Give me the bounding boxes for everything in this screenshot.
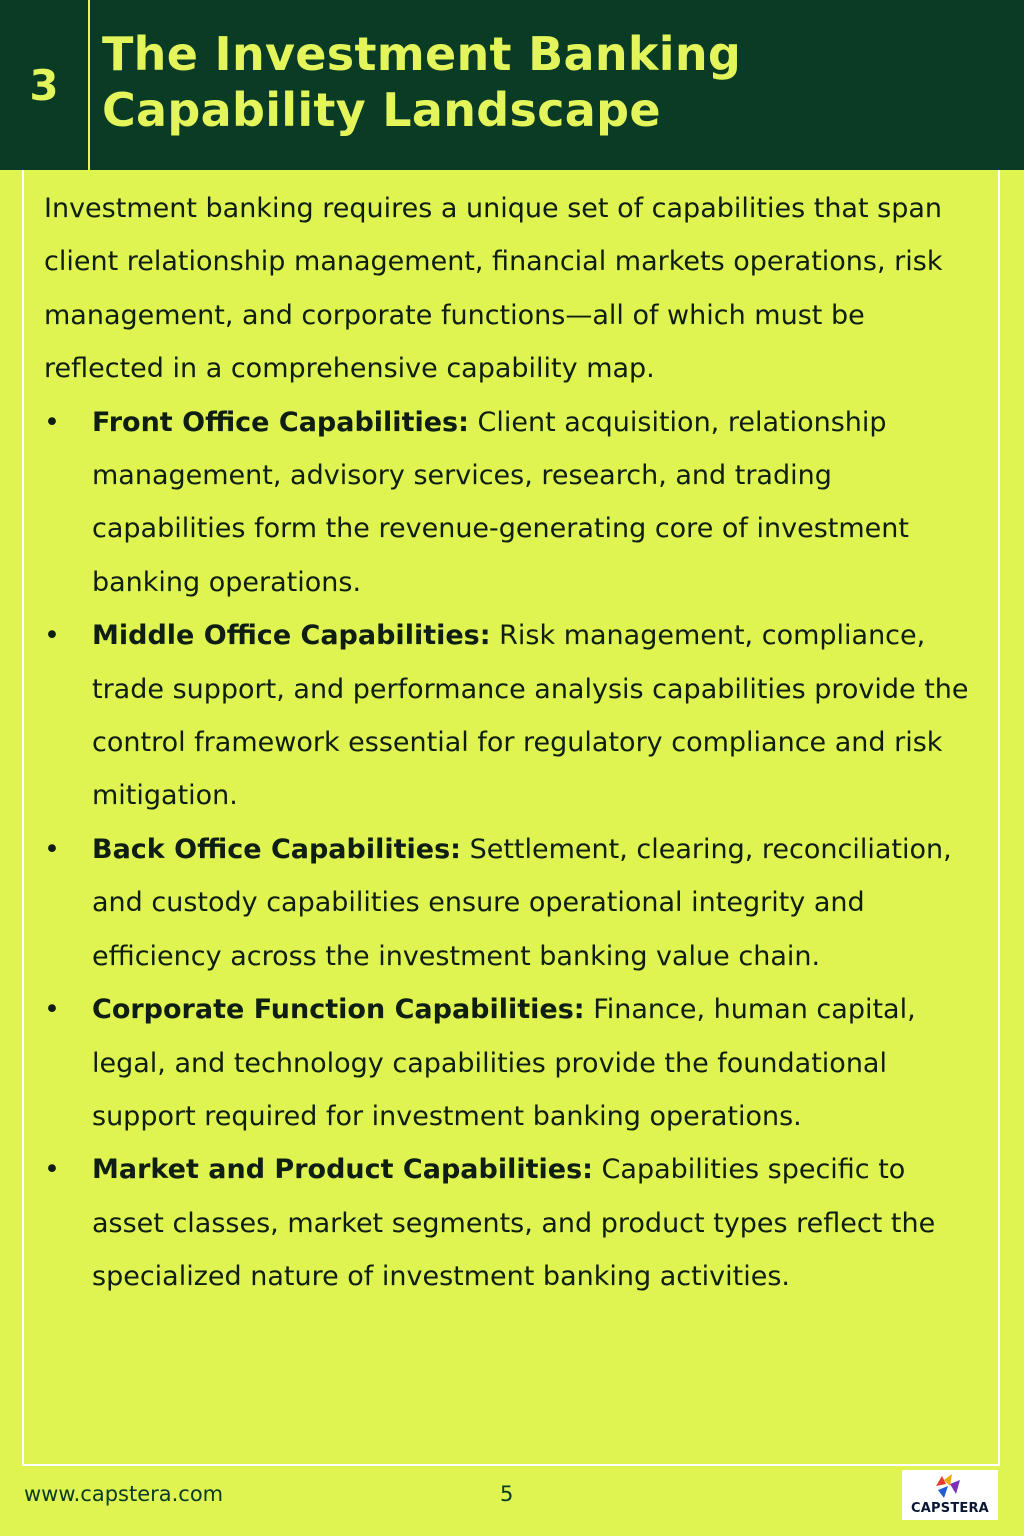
list-item-text: Risk management, compliance, trade support, and performance analysis capabilities provide the control framework essential for regulatory compliance and risk mitigation. [92, 620, 969, 812]
list-item-corporate-function [44, 983, 974, 1143]
list-item-heading: Middle Office Capabilities: [92, 620, 491, 652]
list-item-heading: Corporate Function Capabilities: [92, 994, 585, 1026]
section-number: 3 [29, 60, 59, 110]
list-item-text: Client acquisition, relationship management, advisory services, research, and trading capabilities form the revenue-generating core of investment banking operations. [92, 406, 909, 598]
page-number: 5 [500, 1482, 514, 1506]
logo-text: CAPSTERA [911, 1501, 989, 1516]
capability-list [44, 396, 974, 1304]
list-item-text: Finance, human capital, legal, and technology capabilities provide the foundational support required for investment banking operations. [92, 994, 916, 1132]
list-item-market-product [44, 1143, 974, 1303]
capstera-logo-icon [932, 1472, 968, 1500]
list-item-text: Capabilities specific to asset classes, market segments, and product types reflect the specialized nature of investment banking activities. [92, 1154, 936, 1293]
bullet-icon: • [44, 620, 60, 652]
header-divider [88, 0, 90, 170]
footer-website-link[interactable]: www.capstera.com [24, 1482, 224, 1506]
list-item-middle-office [44, 609, 974, 823]
section-title: The Investment Banking Capability Landscape [102, 27, 742, 137]
bullet-icon: • [44, 833, 60, 865]
list-item-front-office [44, 396, 974, 610]
intro-paragraph: Investment banking requires a unique set of capabilities that span client relationship management, financial markets operations, risk management, and corporate functions—all of which must be reflected in a comprehensive capability map. [44, 193, 943, 385]
list-item-text: Settlement, clearing, reconciliation, and custody capabilities ensure operational integrity and efficiency across the investment banking value chain. [92, 833, 952, 972]
list-item-heading: Market and Product Capabilities: [92, 1154, 593, 1186]
list-item-heading: Back Office Capabilities: [92, 833, 461, 865]
bullet-icon: • [44, 1154, 60, 1186]
content-body [44, 182, 974, 1304]
bullet-icon: • [44, 406, 60, 438]
list-item-heading: Front Office Capabilities: [92, 406, 469, 438]
bullet-icon: • [44, 994, 60, 1026]
page-header [0, 0, 1024, 170]
list-item-back-office [44, 823, 974, 983]
capstera-logo [902, 1470, 998, 1520]
